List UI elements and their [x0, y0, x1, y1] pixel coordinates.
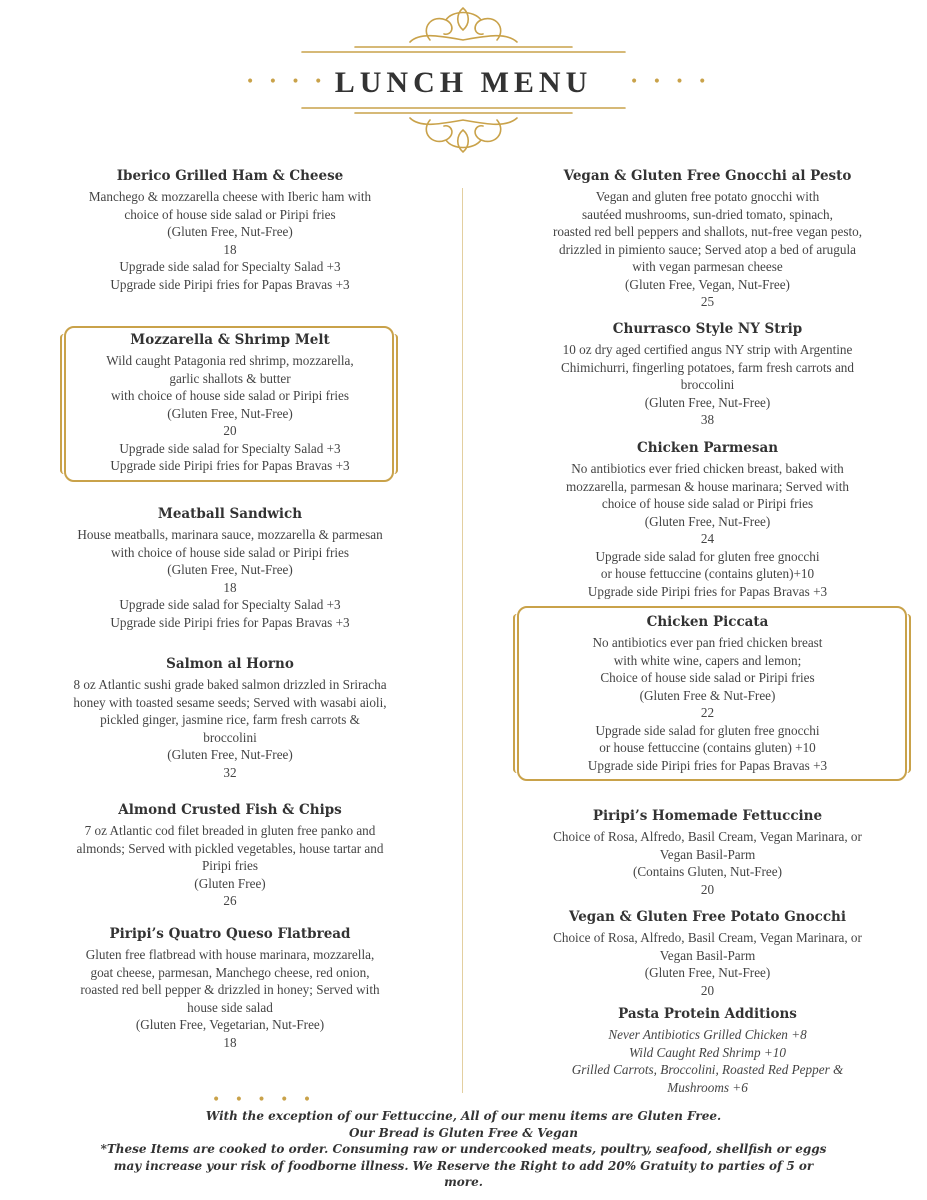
menu-item-name: Vegan & Gluten Free Potato Gnocchi [568, 909, 846, 925]
menu-item-detail: Gluten free flatbread with house marinara, mozzarella, [85, 947, 375, 962]
menu-item-name: Salmon al Horno [166, 656, 294, 672]
page-title: LUNCH MENU [334, 66, 593, 99]
menu-item [505, 808, 910, 898]
menu-item-detail: 20 [223, 423, 237, 438]
column-divider [462, 188, 463, 1093]
menu-item-detail: Never Antibiotics Grilled Chicken +8 [608, 1027, 807, 1042]
menu-item-detail: Choice of house side salad or Piripi fries [600, 670, 815, 685]
menu-item-detail: with white wine, capers and lemon; [613, 652, 802, 668]
menu-item-detail: House meatballs, marinara sauce, mozzarella & parmesan [77, 527, 383, 542]
menu-item-detail: mozzarella, parmesan & house marinara; Served with [565, 478, 850, 494]
menu-item-detail: Upgrade side salad for Specialty Salad +3 [119, 597, 341, 612]
menu-item-name: Pasta Protein Additions [618, 1006, 797, 1022]
menu-item-name: Mozzarella & Shrimp Melt [130, 332, 330, 348]
menu-item-detail: (Gluten Free) [194, 875, 266, 891]
menu-item-name: Chicken Parmesan [636, 440, 779, 456]
menu-item-detail: Chimichurri, fingerling potatoes, farm fresh carrots and [561, 359, 854, 375]
menu-item-detail: 38 [700, 412, 715, 427]
menu-item-detail: (Gluten Free, Nut-Free) [644, 394, 771, 410]
menu-item-detail: Wild caught Patagonia red shrimp, mozzarella, [106, 353, 354, 368]
menu-item-detail: Upgrade side salad for Specialty Salad +3 [119, 259, 341, 274]
menu-item-detail: 32 [223, 764, 237, 780]
menu-item-detail: Upgrade side salad for Specialty Salad +3 [119, 440, 341, 456]
menu-item-detail: 18 [223, 1034, 237, 1050]
menu-item-detail: Upgrade side Piripi fries for Papas Bravas +3 [110, 458, 350, 473]
menu-item-detail: 24 [700, 531, 715, 546]
menu-item [40, 926, 420, 1051]
menu-item-name: Vegan & Gluten Free Gnocchi al Pesto [563, 168, 852, 184]
menu-item-detail: (Contains Gluten, Nut-Free) [632, 864, 783, 879]
menu-item-detail: broccolini [203, 729, 257, 745]
header-dots-left: • • • • [246, 74, 328, 90]
menu-item-detail: 20 [700, 881, 715, 897]
menu-item-detail: drizzled in pimiento sauce; Served atop a bed of arugula [559, 241, 856, 257]
menu-item-detail: Manchego & mozzarella cheese with Iberic ham with [88, 189, 372, 204]
menu-item-detail: No antibiotics ever fried chicken breast, baked with [571, 461, 844, 476]
menu-item-detail: Upgrade side salad for gluten free gnocchi [595, 722, 820, 738]
footer-line: may increase your risk of foodborne illness. We Reserve the Right to add 20% Gratuity to parties of 5 or [113, 1158, 814, 1173]
menu-item-detail: or house fettuccine (contains gluten)+10 [600, 566, 815, 581]
header-dots-right: • • • • [630, 74, 712, 90]
menu-item-detail: roasted red bell pepper & drizzled in honey; Served with [80, 982, 380, 997]
menu-item-detail: Upgrade side Piripi fries for Papas Bravas +3 [587, 583, 828, 599]
footer-line: Our Bread is Gluten Free & Vegan [348, 1125, 579, 1140]
footer-line: With the exception of our Fettuccine, All of our menu items are Gluten Free. [205, 1109, 722, 1123]
menu-item-detail: honey with toasted sesame seeds; Served with wasabi aioli, [73, 694, 387, 710]
menu-item-detail: (Gluten Free, Nut-Free) [167, 747, 293, 762]
menu-item [505, 614, 910, 774]
menu-item [505, 1006, 910, 1096]
menu-item-detail: (Gluten Free, Nut-Free) [167, 562, 293, 577]
menu-item-detail: choice of house side salad or Piripi fries [601, 496, 814, 511]
menu-item-detail: Mushrooms +6 [667, 1079, 748, 1095]
menu-item-detail: 8 oz Atlantic sushi grade baked salmon drizzled in Sriracha [73, 677, 387, 692]
menu-item-name: Chicken Piccata [646, 614, 769, 630]
menu-item-name: Piripi’s Homemade Fettuccine [592, 808, 823, 824]
menu-item-detail: roasted red bell peppers and shallots, nut-free vegan pesto, [552, 224, 863, 239]
menu-item-name: Iberico Grilled Ham & Cheese [116, 168, 344, 184]
menu-item [505, 909, 910, 999]
menu-item-detail: Upgrade side salad for gluten free gnocchi [595, 548, 820, 564]
menu-item-detail: almonds; Served with pickled vegetables, house tartar and [76, 840, 384, 856]
menu-item-name: Piripi’s Quatro Queso Flatbread [109, 926, 351, 942]
menu-item-detail: 22 [700, 705, 715, 720]
menu-item-detail: (Gluten Free, Vegan, Nut-Free) [625, 276, 790, 292]
menu-item-detail: pickled ginger, jasmine rice, farm fresh carrots & [100, 712, 360, 727]
menu-item-detail: Upgrade side Piripi fries for Papas Bravas +3 [110, 614, 350, 630]
menu-header [0, 0, 927, 165]
menu-item [40, 802, 420, 910]
menu-item-detail: (Gluten Free, Vegetarian, Nut-Free) [135, 1017, 325, 1032]
menu-item-detail: 18 [223, 241, 237, 257]
menu-item [40, 506, 420, 631]
menu-item-detail: with choice of house side salad or Piripi fries [110, 388, 350, 403]
menu-item-detail: (Gluten Free, Nut-Free) [644, 513, 771, 529]
menu-item-detail: Choice of Rosa, Alfredo, Basil Cream, Vegan Marinara, or [553, 829, 862, 844]
menu-item [505, 321, 910, 429]
menu-item-detail: (Gluten Free & Nut-Free) [639, 687, 776, 703]
menu-item-detail: goat cheese, parmesan, Manchego cheese, red onion, [90, 964, 370, 980]
menu-item-detail: house side salad [187, 999, 273, 1015]
menu-item-name: Almond Crusted Fish & Chips [118, 802, 342, 818]
menu-item-detail: Vegan and gluten free potato gnocchi with [595, 189, 820, 204]
menu-item-name: Churrasco Style NY Strip [612, 321, 803, 337]
menu-item-detail: Wild Caught Red Shrimp +10 [629, 1044, 786, 1060]
menu-item-detail: (Gluten Free, Nut-Free) [167, 224, 293, 239]
menu-item-detail: with vegan parmesan cheese [632, 259, 783, 274]
menu-item-detail: garlic shallots & butter [169, 370, 291, 386]
menu-item [40, 168, 420, 293]
menu-item-detail: 26 [223, 893, 237, 908]
menu-item-detail: 10 oz dry aged certified angus NY strip with Argentine [562, 342, 853, 357]
footer-line: more. [444, 1175, 483, 1189]
menu-item-detail: 18 [223, 579, 237, 595]
menu-item-name: Meatball Sandwich [157, 506, 303, 522]
footer-line: *These Items are cooked to order. Consuming raw or undercooked meats, poultry, seafood, shellfish or eggs [100, 1142, 827, 1156]
menu-item-detail: Choice of Rosa, Alfredo, Basil Cream, Vegan Marinara, or [553, 930, 862, 945]
menu-item-detail: Vegan Basil-Parm [659, 947, 756, 963]
menu-item-detail: 20 [700, 982, 715, 998]
menu-item-detail: (Gluten Free, Nut-Free) [167, 405, 293, 421]
menu-item-detail: 25 [700, 294, 715, 309]
menu-item-detail: Grilled Carrots, Broccolini, Roasted Red Pepper & [571, 1062, 844, 1077]
footer-notes [100, 1108, 827, 1191]
menu-item-detail: with choice of house side salad or Piripi fries [110, 544, 350, 560]
footer-dots: • • • • • [212, 1092, 317, 1108]
menu-item-detail: 7 oz Atlantic cod filet breaded in gluten free panko and [84, 823, 376, 838]
menu-item-detail: No antibiotics ever pan fried chicken breast [592, 635, 823, 650]
menu-item-detail: or house fettuccine (contains gluten) +10 [599, 740, 816, 755]
menu-item-detail: (Gluten Free, Nut-Free) [644, 965, 771, 980]
menu-item [505, 168, 910, 311]
menu-item [505, 440, 910, 600]
menu-item-detail: broccolini [680, 377, 735, 392]
menu-item [40, 332, 420, 475]
menu-item-detail: Vegan Basil-Parm [659, 846, 756, 862]
menu-item-detail: sautéed mushrooms, sun-dried tomato, spinach, [582, 206, 833, 222]
menu-item-detail: Upgrade side Piripi fries for Papas Bravas +3 [110, 276, 350, 292]
menu-item-detail: Piripi fries [201, 858, 259, 873]
menu-item [40, 656, 420, 781]
menu-item-detail: Upgrade side Piripi fries for Papas Bravas +3 [587, 757, 828, 773]
menu-item-detail: choice of house side salad or Piripi fries [124, 206, 336, 222]
